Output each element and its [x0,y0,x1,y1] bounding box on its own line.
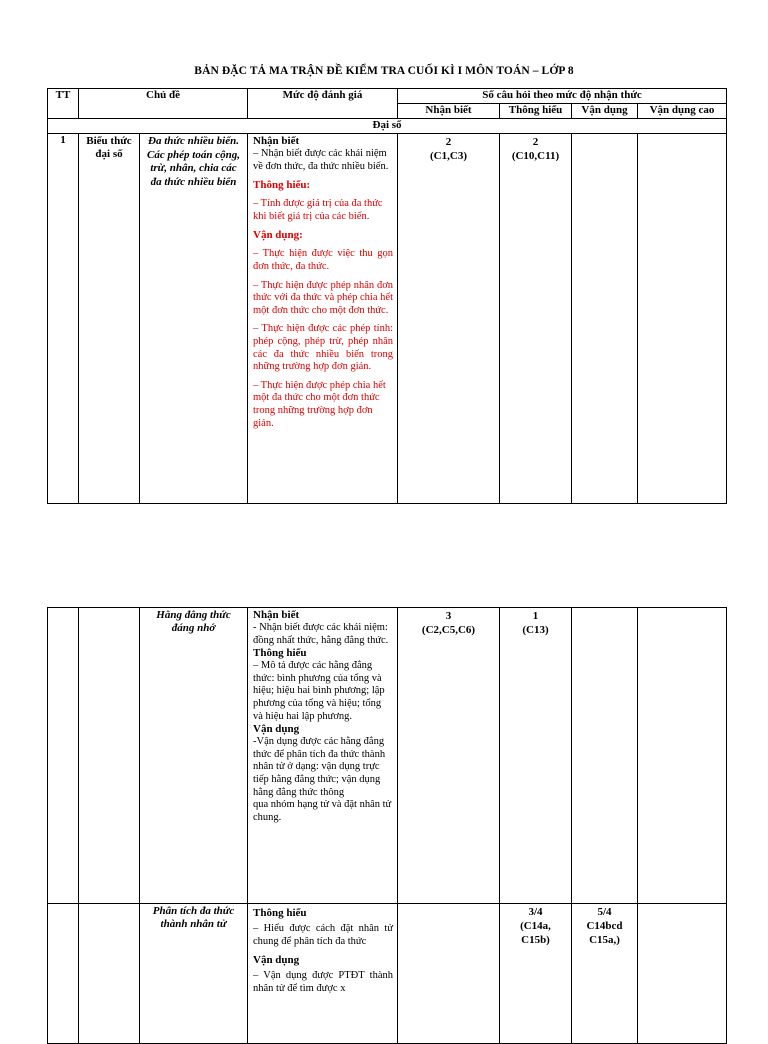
row1-th-count: 2 [532,136,539,148]
header-van-dung-cao: Vận dụng cao [638,104,727,119]
row1-vd-2: – Thực hiện được phép nhân đơn thức với đa thức và phép chia hết một đơn thức cho một đơn thức. [253,279,393,316]
row3-vd-count: 5/4 [597,906,612,918]
row3-th-count: 3/4 [528,906,543,918]
row2-nb-count: 3 [445,610,452,622]
row2-vd-text-2: qua nhóm hạng tử và đặt nhân tử chung. [253,799,392,823]
row2-tt [48,608,79,904]
row1-vd-3: – Thực hiện được các phép tính: phép cộng, phép trừ, phép nhân các đa thức nhiều biến trong những trường hợp đơn giản. [253,323,393,373]
row3-tt [48,904,79,1044]
header-van-dung: Vận dụng [572,104,638,119]
row1-nb-questions: (C1,C3) [430,150,467,162]
row3-nhan-biet [398,904,500,1044]
header-chu-de: Chủ đề [79,89,248,119]
row2-th-title: Thông hiểu [253,647,307,660]
row2-nb-text: - Nhận biết được các khái niệm: đồng nhất thức, hằng đẳng thức. [253,622,389,646]
row3-th-questions-1: (C14a, [520,920,551,932]
row2-vd-text-1: -Vận dụng được các hằng đẳng thức để phân tích đa thức thành nhân tử ở dạng: vận dụng trực tiếp hằng đẳng thức; vận dụng hằng đẳng thức thông [253,736,386,798]
row2-vd-title: Vận dụng [253,723,300,736]
row1-chu-de: Biểu thức đại số [79,134,140,504]
row2-th-count: 1 [532,610,539,622]
document-title: BẢN ĐẶC TẢ MA TRẬN ĐỀ KIỂM TRA CUỐI KÌ I MÔN TOÁN – LỚP 8 [194,65,574,77]
header-thong-hieu: Thông hiểu [500,104,572,119]
row1-van-dung [572,134,638,504]
row2-th-questions: (C13) [522,624,549,636]
row2-muc-do [248,608,398,904]
row2-th-text: – Mô tả được các hằng đẳng thức: bình phương của tổng và hiệu; hiệu hai bình phương; lập phương của tổng và hiệu; tổng và hiệu hai lập phương. [253,660,385,722]
row1-nb-text: – Nhận biết được các khái niệm về đơn thức, đa thức nhiều biến. [253,148,389,172]
row2-nhan-biet [398,608,500,904]
row1-vd-4: – Thực hiện được phép chia hết một đa thức cho một đơn thức trong những trường hợp đơn giản. [253,379,386,429]
row1-muc-do [248,134,398,504]
header-tt: TT [48,89,79,119]
row3-th-text: – Hiểu được cách đặt nhân tử chung để phân tích đa thức [253,923,393,947]
row3-van-dung [572,904,638,1044]
row1-th-title: Thông hiểu: [253,179,311,192]
spec-table-part-1 [47,88,727,504]
row2-noi-dung: Hằng đẳng thức đáng nhớ [140,608,248,904]
row1-vd-1: – Thực hiện được việc thu gọn đơn thức, đa thức. [253,248,393,272]
row3-vd-title: Vận dụng [253,954,300,967]
row1-vd-title: Vận dụng: [253,229,303,242]
row2-nb-questions: (C2,C5,C6) [421,624,476,636]
header-so-cau: Số câu hỏi theo mức độ nhận thức [398,89,727,104]
header-nhan-biet: Nhận biết [398,104,500,119]
row3-thong-hieu [500,904,572,1044]
row3-noi-dung: Phân tích đa thức thành nhân tử [140,904,248,1044]
row3-vd-questions-2: C15a,) [589,934,620,946]
row3-vd-text: – Vận dụng được PTĐT thành nhân tử để tìm được x [253,970,393,994]
row2-thong-hieu [500,608,572,904]
row1-tt: 1 [48,134,79,504]
spec-table-part-2 [47,607,727,1044]
section-dai-so: Đại số [48,119,727,134]
row2-van-dung-cao [638,608,727,904]
row3-th-title: Thông hiểu [253,907,307,919]
row2-nb-title: Nhận biết [253,609,300,621]
row3-muc-do [248,904,398,1044]
row3-th-questions-2: C15b) [521,934,550,946]
row2-van-dung [572,608,638,904]
row1-nb-count: 2 [445,136,452,148]
row1-th-questions: (C10,C11) [511,150,560,162]
row3-van-dung-cao [638,904,727,1044]
row3-vd-questions-1: C14bcd [586,920,623,932]
header-muc-do: Mức độ đánh giá [248,89,398,119]
row1-nhan-biet [398,134,500,504]
row1-thong-hieu [500,134,572,504]
row1-van-dung-cao [638,134,727,504]
row3-chu-de [79,904,140,1044]
row1-th-text: – Tính được giá trị của đa thức khi biết giá trị của các biến. [253,198,383,222]
row1-nb-title: Nhận biết [253,135,300,147]
row2-chu-de [79,608,140,904]
row1-noi-dung: Đa thức nhiều biến. Các phép toán cộng, trừ, nhân, chia các đa thức nhiều biến [140,134,248,504]
